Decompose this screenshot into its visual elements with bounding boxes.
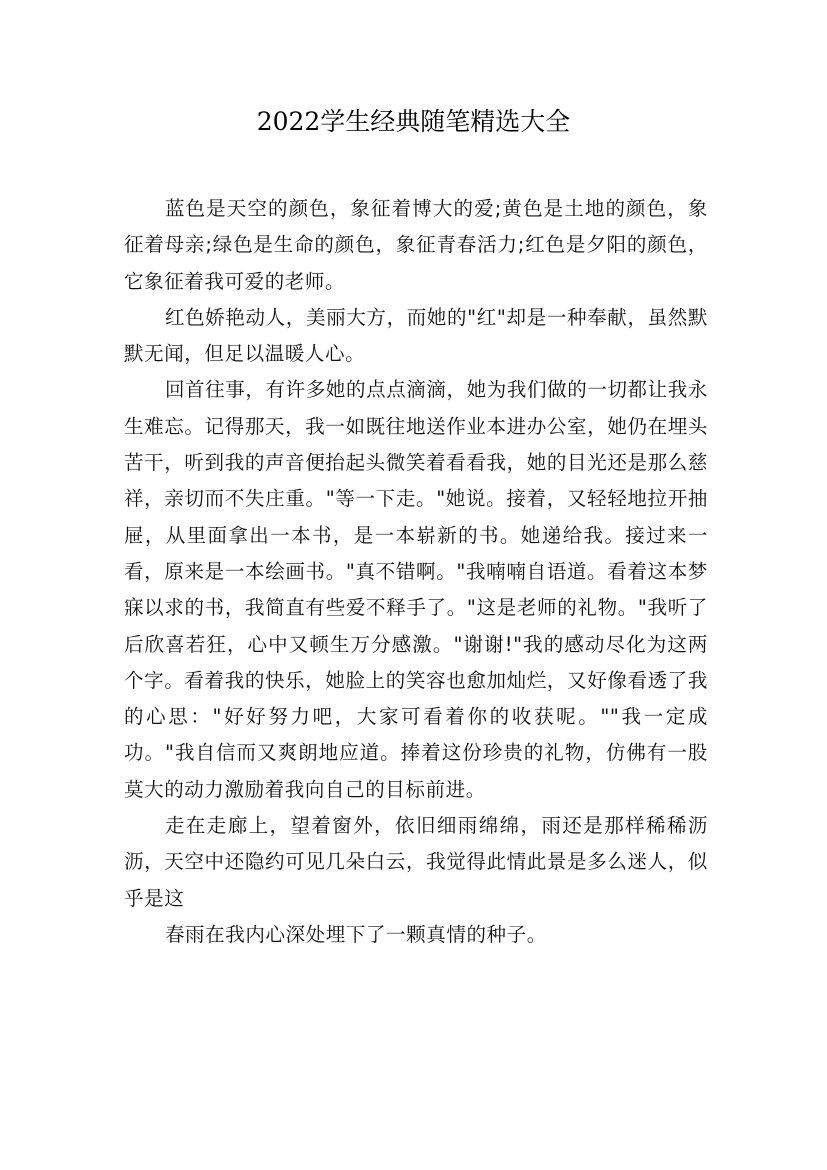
document-title: 2022学生经典随笔精选大全 xyxy=(256,107,571,136)
document-body xyxy=(124,191,708,953)
paragraph: 走在走廊上，望着窗外，依旧细雨绵绵，雨还是那样稀稀沥沥，天空中还隐约可见几朵白云，我觉得此情此景是多么迷人，似乎是这 xyxy=(124,814,708,910)
paragraph: 春雨在我内心深处埋下了一颗真情的种子。 xyxy=(164,922,547,946)
paragraph: 蓝色是天空的颜色，象征着博大的爱;黄色是土地的颜色，象征着母亲;绿色是生命的颜色，象征青春活力;红色是夕阳的颜色，它象征着我可爱的老师。 xyxy=(124,197,708,293)
paragraph: 回首往事，有许多她的点点滴滴，她为我们做的一切都让我永生难忘。记得那天，我一如既往地送作业本进办公室，她仍在埋头苦干，听到我的声音便抬起头微笑着看看我，她的目光还是那么慈祥，亲切而不失庄重。"等一下走。"她说。接着，又轻轻地拉开抽屉，从里面拿出一本书，是一本崭新的书。她递给我。接过来一看，原来是一本绘画书。"真不错啊。"我喃喃自语道。看着这本梦寐以求的书，我简直有些爱不释手了。"这是老师的礼物。"我听了后欣喜若狂，心中又顿生万分感激。"谢谢!"我的感动尽化为这两个字。看着我的快乐，她脸上的笑容也愈加灿烂，又好像看透了我的心思："好好努力吧，大家可看着你的收获呢。""我一定成功。"我自信而又爽朗地应道。捧着这份珍贵的礼物，仿佛有一股莫大的动力激励着我向自己的目标前进。 xyxy=(124,378,708,801)
paragraph: 红色娇艳动人，美丽大方，而她的"红"却是一种奉献，虽然默默无闻，但足以温暖人心。 xyxy=(124,305,708,366)
